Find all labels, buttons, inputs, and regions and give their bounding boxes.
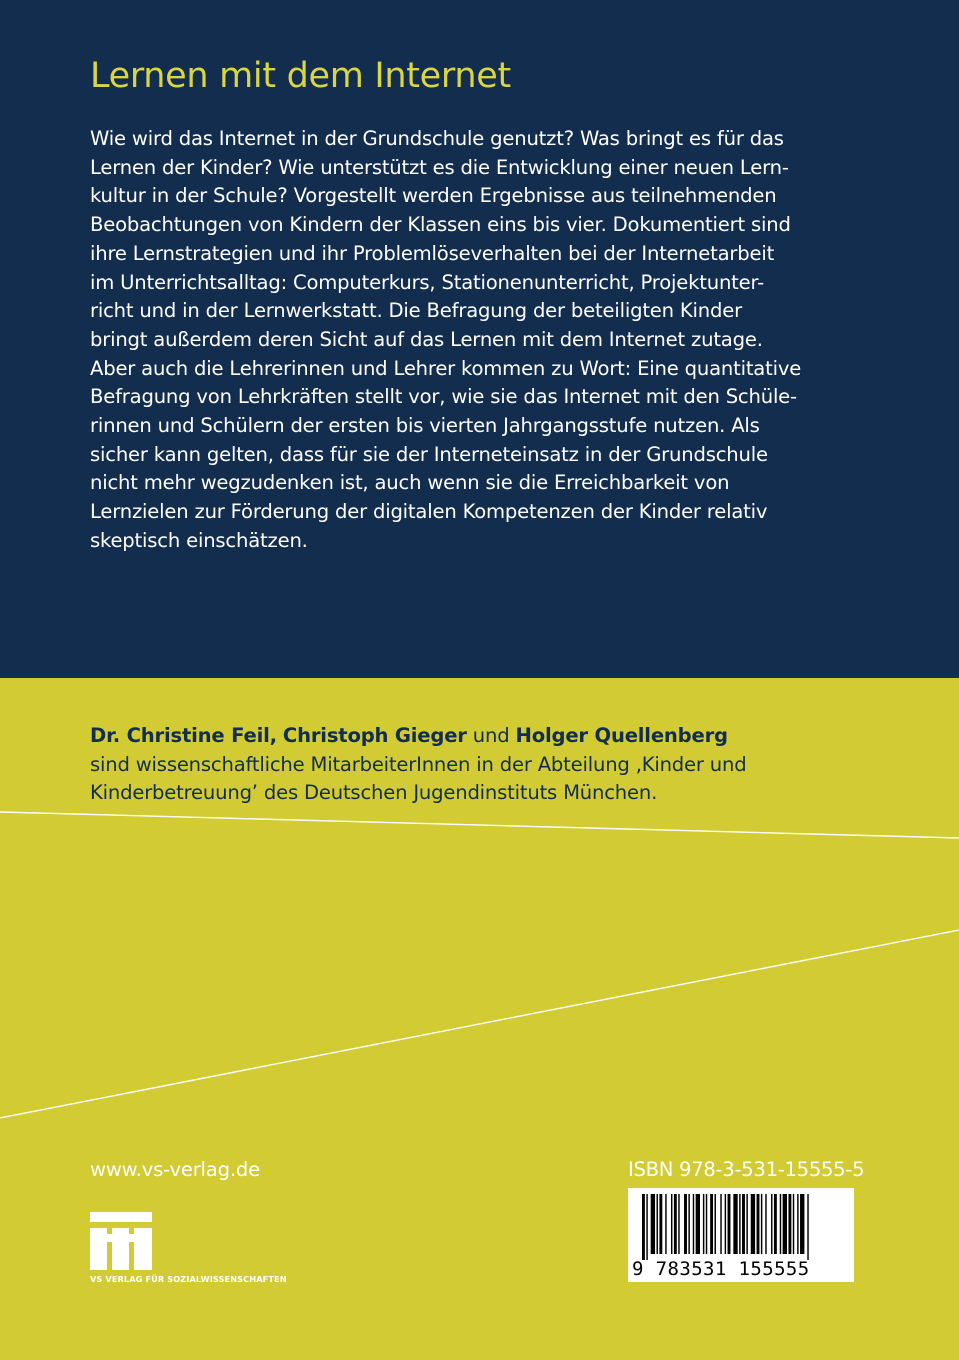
description-line: Aber auch die Lehrerinnen und Lehrer kommen zu Wort: Eine quantitative xyxy=(90,356,802,380)
top-panel xyxy=(0,0,959,678)
decorative-line-upper xyxy=(0,812,959,838)
barcode-bar xyxy=(797,1194,798,1254)
barcode-bar xyxy=(774,1194,777,1254)
barcode-bar xyxy=(684,1194,687,1254)
barcode-bar xyxy=(720,1194,721,1254)
description-line: nicht mehr wegzudenken ist, auch wenn sie die Erreichbarkeit von xyxy=(90,471,730,495)
barcode-bar xyxy=(671,1194,672,1254)
barcode-bar xyxy=(780,1194,781,1254)
description-line: sicher kann gelten, dass für sie der Interneteinsatz in der Grundschule xyxy=(90,442,768,466)
barcode-bar xyxy=(761,1194,762,1254)
barcode-bar xyxy=(800,1194,804,1254)
author-name: Dr. Christine Feil xyxy=(90,724,270,747)
author-name: Christoph Gieger xyxy=(282,724,467,747)
barcode-bar xyxy=(751,1194,755,1254)
book-description xyxy=(90,125,890,556)
author-name: Holger Quellenberg xyxy=(515,724,728,747)
barcode-bar xyxy=(807,1194,808,1260)
barcode-bar xyxy=(739,1194,740,1254)
barcode-bar xyxy=(733,1194,737,1254)
description-line: ihre Lernstrategien und ihr Problemlöseverhalten bei der Internetarbeit xyxy=(90,241,775,265)
isbn-label: ISBN 978-3-531-15555-5 xyxy=(628,1158,865,1181)
barcode-bar xyxy=(742,1194,745,1254)
barcode-bar xyxy=(665,1194,666,1254)
description-line: kultur in der Schule? Vorgestellt werden Ergebnisse aus teilnehmenden xyxy=(90,184,777,208)
barcode-bar xyxy=(765,1194,766,1254)
book-title: Lernen mit dem Internet xyxy=(90,56,511,96)
author-bio-line: Kinderbetreuung’ des Deutschen Jugendinstituts München. xyxy=(90,781,658,805)
author-separator: , xyxy=(269,724,277,747)
barcode-bar xyxy=(783,1194,787,1254)
description-line: Lernzielen zur Förderung der digitalen Kompetenzen der Kinder relativ xyxy=(90,500,768,524)
description-line: im Unterrichtsalltag: Computerkurs, Stationenunterricht, Projektunter- xyxy=(90,270,764,294)
barcode-bar xyxy=(715,1194,716,1254)
author-info xyxy=(90,722,746,808)
barcode-bar xyxy=(657,1194,658,1254)
description-line: richt und in der Lernwerkstatt. Die Befragung der beteiligten Kinder xyxy=(90,299,742,323)
barcode-bar xyxy=(771,1194,772,1254)
publisher-logo-icon xyxy=(90,1212,152,1270)
description-line: Beobachtungen von Kindern der Klassen eins bis vier. Dokumentiert sind xyxy=(90,213,791,237)
barcode-bar xyxy=(678,1194,679,1254)
barcode-bar xyxy=(725,1194,726,1254)
description-line: Lernen der Kinder? Wie unterstützt es die Entwicklung einer neuen Lern- xyxy=(90,155,789,179)
barcode-bar xyxy=(674,1194,677,1254)
barcode-bar xyxy=(646,1194,647,1260)
barcode xyxy=(628,1188,854,1282)
barcode-bar xyxy=(651,1194,655,1254)
description-line: Wie wird das Internet in der Grundschule genutzt? Was bringt es für das xyxy=(90,127,784,150)
barcode-bar xyxy=(788,1194,791,1254)
barcode-bar xyxy=(710,1194,713,1254)
barcode-bar xyxy=(703,1194,704,1254)
barcode-bar xyxy=(706,1194,707,1254)
author-names xyxy=(90,722,746,751)
barcode-bar xyxy=(793,1194,794,1254)
barcode-bar xyxy=(728,1194,731,1254)
barcode-bar xyxy=(642,1194,645,1260)
barcode-digits: 9 783531 155555 xyxy=(632,1258,810,1280)
author-bio-line: sind wissenschaftliche MitarbeiterInnen in der Abteilung ‚Kinder und xyxy=(90,752,747,776)
publisher-website[interactable]: www.vs-verlag.de xyxy=(90,1158,260,1181)
publisher-logo-text: VS VERLAG FÜR SOZIALWISSENSCHAFTEN xyxy=(90,1274,287,1284)
barcode-bar xyxy=(688,1194,689,1254)
barcode-bar xyxy=(659,1194,662,1254)
author-conjunction: und xyxy=(472,724,510,747)
barcode-bar xyxy=(746,1194,747,1254)
description-line: Befragung von Lehrkräften stellt vor, wie sie das Internet mit den Schüle- xyxy=(90,385,797,409)
description-line: bringt außerdem deren Sicht auf das Lernen mit dem Internet zutage. xyxy=(90,327,763,351)
barcode-bar xyxy=(757,1194,760,1254)
description-line: rinnen und Schülern der ersten bis vierten Jahrgangsstufe nutzen. Als xyxy=(90,414,760,438)
barcode-bar xyxy=(696,1194,700,1254)
barcode-bar xyxy=(693,1194,694,1254)
decorative-line-lower xyxy=(0,930,959,1118)
description-line: skeptisch einschätzen. xyxy=(90,528,308,552)
